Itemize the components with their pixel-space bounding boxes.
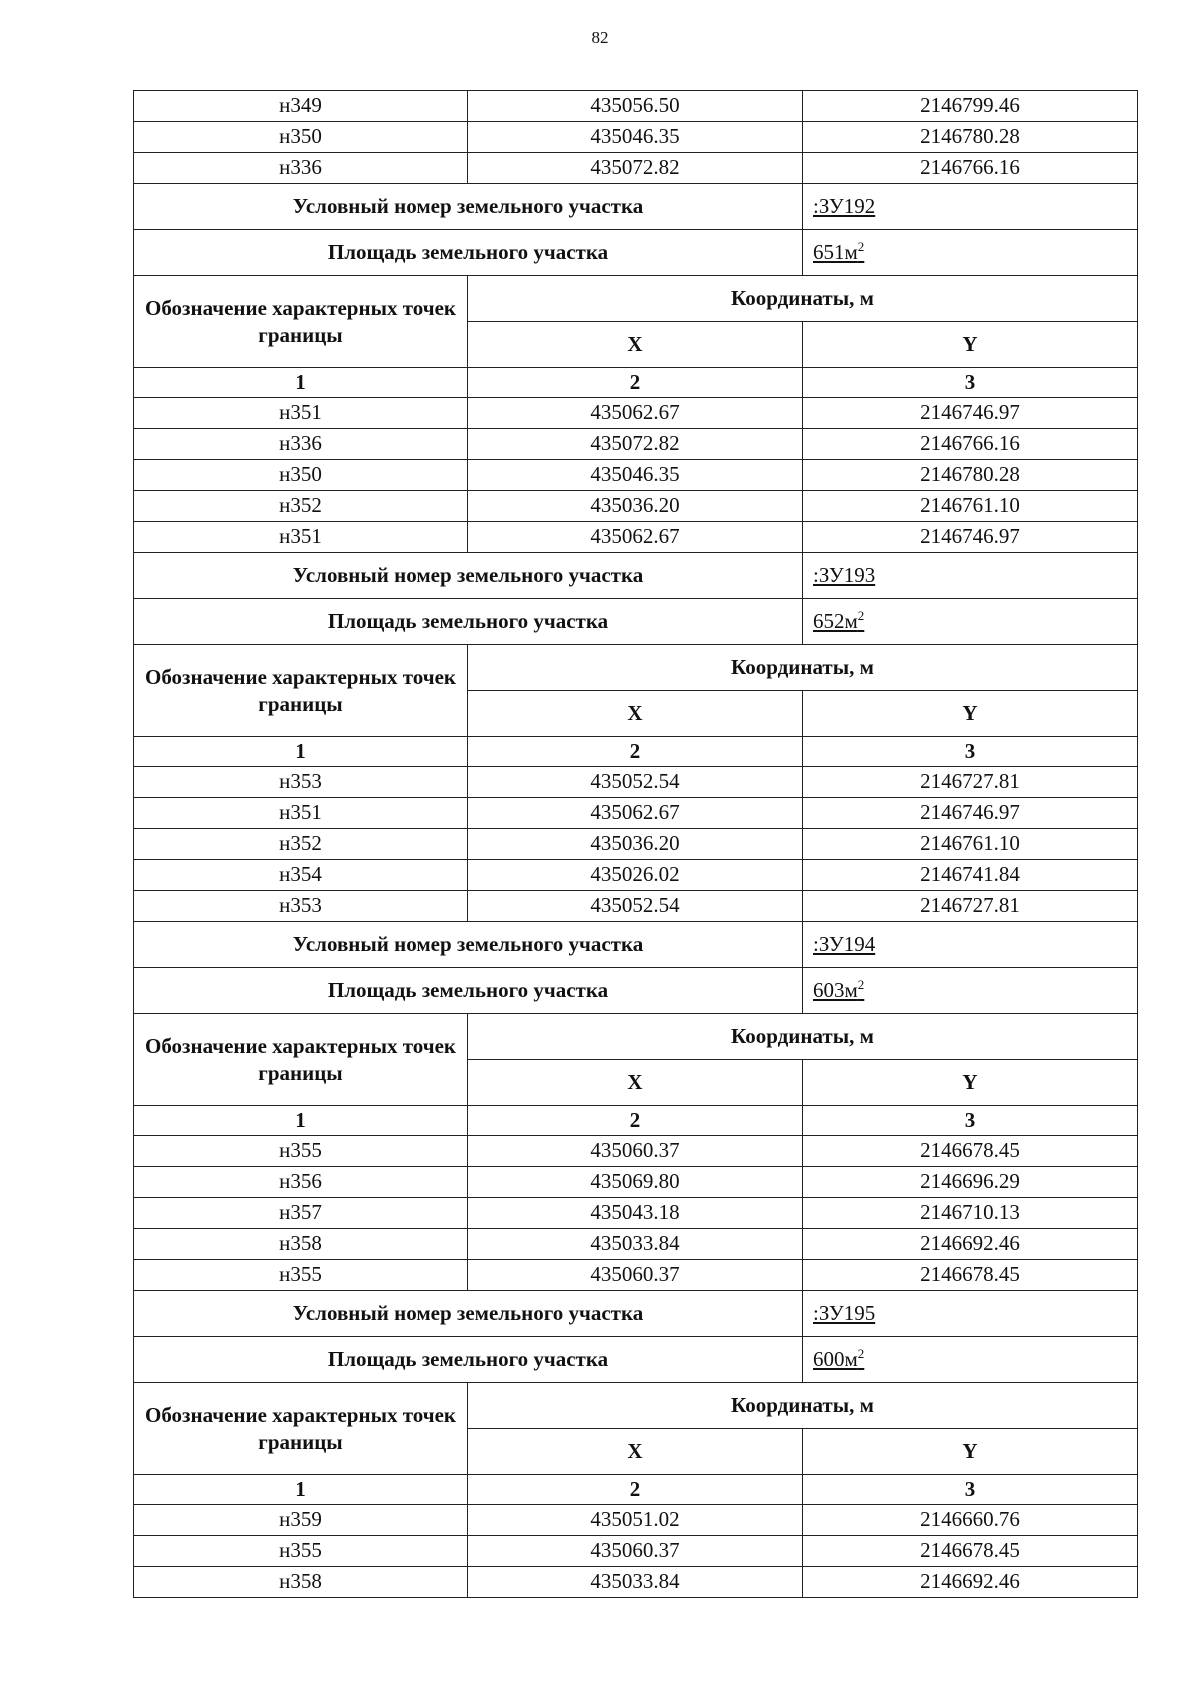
y-coordinate-cell: 2146766.16 (803, 429, 1138, 460)
parcel-number-row (134, 922, 1138, 968)
y-coordinate-cell: 2146678.45 (803, 1136, 1138, 1167)
point-cell: н357 (134, 1198, 468, 1229)
parcel-area-row (134, 230, 1138, 276)
x-coordinate-cell: 435072.82 (468, 429, 803, 460)
parcel-number-label: Условный номер земельного участка (134, 922, 803, 968)
parcel-number-value (803, 1291, 1138, 1337)
parcel-area-label: Площадь земельного участка (134, 230, 803, 276)
y-coordinate-cell: 2146710.13 (803, 1198, 1138, 1229)
parcel-number-text: :ЗУ193 (813, 562, 876, 587)
table-row (134, 1536, 1138, 1567)
y-axis-header: Y (803, 1429, 1138, 1475)
column-number-2: 2 (468, 368, 803, 398)
column-number-row (134, 1475, 1138, 1505)
column-number-row (134, 368, 1138, 398)
table-row (134, 1198, 1138, 1229)
table-row (134, 1567, 1138, 1598)
coordinates-header: Координаты, м (468, 645, 1138, 691)
y-coordinate-cell: 2146761.10 (803, 491, 1138, 522)
point-designation-header: Обозначение характерных точек границы (134, 1383, 468, 1475)
point-cell: н355 (134, 1536, 468, 1567)
coordinates-header-row (134, 645, 1138, 691)
y-coordinate-cell: 2146780.28 (803, 122, 1138, 153)
table-row (134, 429, 1138, 460)
table-row (134, 829, 1138, 860)
parcel-area-value (803, 968, 1138, 1014)
parcel-area-text (813, 609, 864, 633)
parcel-area-row (134, 1337, 1138, 1383)
x-coordinate-cell: 435036.20 (468, 491, 803, 522)
column-number-3: 3 (803, 1106, 1138, 1136)
parcel-area-number: 600 (813, 1347, 845, 1372)
table-row (134, 1229, 1138, 1260)
point-cell: н356 (134, 1167, 468, 1198)
x-axis-header: X (468, 1060, 803, 1106)
parcel-area-row (134, 968, 1138, 1014)
column-number-3: 3 (803, 1475, 1138, 1505)
x-coordinate-cell: 435062.67 (468, 522, 803, 553)
x-axis-header: X (468, 1429, 803, 1475)
parcel-number-row (134, 184, 1138, 230)
x-coordinate-cell: 435060.37 (468, 1260, 803, 1291)
x-coordinate-cell: 435026.02 (468, 860, 803, 891)
x-axis-header: X (468, 691, 803, 737)
y-coordinate-cell: 2146692.46 (803, 1567, 1138, 1598)
point-designation-header: Обозначение характерных точек границы (134, 645, 468, 737)
y-coordinate-cell: 2146727.81 (803, 767, 1138, 798)
x-coordinate-cell: 435062.67 (468, 398, 803, 429)
table-row (134, 1260, 1138, 1291)
column-number-2: 2 (468, 1106, 803, 1136)
parcel-number-value (803, 922, 1138, 968)
coordinates-header: Координаты, м (468, 276, 1138, 322)
point-cell: н358 (134, 1567, 468, 1598)
y-coordinate-cell: 2146780.28 (803, 460, 1138, 491)
parcel-number-label: Условный номер земельного участка (134, 1291, 803, 1337)
parcel-area-value (803, 230, 1138, 276)
point-cell: н336 (134, 153, 468, 184)
point-cell: н352 (134, 829, 468, 860)
parcel-area-row (134, 599, 1138, 645)
x-coordinate-cell: 435051.02 (468, 1505, 803, 1536)
parcel-area-exponent: 2 (857, 608, 865, 624)
coordinates-header-row (134, 276, 1138, 322)
x-coordinate-cell: 435056.50 (468, 91, 803, 122)
column-number-row (134, 737, 1138, 767)
point-cell: н349 (134, 91, 468, 122)
parcel-area-text (813, 1347, 864, 1371)
point-cell: н359 (134, 1505, 468, 1536)
coordinates-header: Координаты, м (468, 1383, 1138, 1429)
y-coordinate-cell: 2146766.16 (803, 153, 1138, 184)
parcel-number-row (134, 1291, 1138, 1337)
point-cell: н353 (134, 767, 468, 798)
point-cell: н350 (134, 122, 468, 153)
y-coordinate-cell: 2146741.84 (803, 860, 1138, 891)
point-cell: н355 (134, 1260, 468, 1291)
column-number-1: 1 (134, 1106, 468, 1136)
x-coordinate-cell: 435060.37 (468, 1536, 803, 1567)
parcel-area-label: Площадь земельного участка (134, 1337, 803, 1383)
table-row (134, 860, 1138, 891)
parcel-number-text: :ЗУ194 (813, 931, 876, 956)
parcel-area-exponent: 2 (857, 977, 865, 993)
column-number-2: 2 (468, 1475, 803, 1505)
point-designation-header: Обозначение характерных точек границы (134, 1014, 468, 1106)
y-coordinate-cell: 2146692.46 (803, 1229, 1138, 1260)
column-number-1: 1 (134, 737, 468, 767)
y-axis-header: Y (803, 691, 1138, 737)
point-cell: н351 (134, 798, 468, 829)
x-coordinate-cell: 435052.54 (468, 891, 803, 922)
y-coordinate-cell: 2146746.97 (803, 798, 1138, 829)
y-coordinate-cell: 2146746.97 (803, 398, 1138, 429)
table-row (134, 491, 1138, 522)
x-coordinate-cell: 435043.18 (468, 1198, 803, 1229)
table-row (134, 153, 1138, 184)
x-coordinate-cell: 435072.82 (468, 153, 803, 184)
table-row (134, 891, 1138, 922)
page-number: 82 (591, 28, 609, 47)
parcel-area-value (803, 1337, 1138, 1383)
table-row (134, 122, 1138, 153)
parcel-number-value (803, 184, 1138, 230)
column-number-2: 2 (468, 737, 803, 767)
y-coordinate-cell: 2146678.45 (803, 1260, 1138, 1291)
y-coordinate-cell: 2146761.10 (803, 829, 1138, 860)
point-cell: н351 (134, 398, 468, 429)
y-coordinate-cell: 2146746.97 (803, 522, 1138, 553)
x-coordinate-cell: 435033.84 (468, 1229, 803, 1260)
parcel-area-exponent: 2 (857, 1346, 865, 1362)
column-number-row (134, 1106, 1138, 1136)
parcel-area-unit: м (844, 978, 858, 1003)
x-coordinate-cell: 435033.84 (468, 1567, 803, 1598)
parcel-area-text (813, 978, 864, 1002)
parcel-number-row (134, 553, 1138, 599)
table-row (134, 767, 1138, 798)
x-coordinate-cell: 435062.67 (468, 798, 803, 829)
coordinates-table (133, 90, 1138, 1598)
point-cell: н336 (134, 429, 468, 460)
x-coordinate-cell: 435046.35 (468, 460, 803, 491)
x-coordinate-cell: 435046.35 (468, 122, 803, 153)
x-coordinate-cell: 435036.20 (468, 829, 803, 860)
x-axis-header: X (468, 322, 803, 368)
point-cell: н355 (134, 1136, 468, 1167)
parcel-area-number: 652 (813, 609, 845, 634)
coordinates-header: Координаты, м (468, 1014, 1138, 1060)
column-number-1: 1 (134, 368, 468, 398)
y-coordinate-cell: 2146799.46 (803, 91, 1138, 122)
table-row (134, 522, 1138, 553)
parcel-area-value (803, 599, 1138, 645)
parcel-area-number: 603 (813, 978, 845, 1003)
parcel-area-label: Площадь земельного участка (134, 968, 803, 1014)
y-coordinate-cell: 2146660.76 (803, 1505, 1138, 1536)
parcel-area-number: 651 (813, 240, 845, 265)
x-coordinate-cell: 435069.80 (468, 1167, 803, 1198)
parcel-area-unit: м (844, 1347, 858, 1372)
parcel-area-exponent: 2 (857, 239, 865, 255)
point-cell: н353 (134, 891, 468, 922)
table-row (134, 460, 1138, 491)
parcel-area-text (813, 240, 864, 264)
x-coordinate-cell: 435052.54 (468, 767, 803, 798)
column-number-1: 1 (134, 1475, 468, 1505)
y-coordinate-cell: 2146727.81 (803, 891, 1138, 922)
parcel-number-label: Условный номер земельного участка (134, 184, 803, 230)
parcel-number-label: Условный номер земельного участка (134, 553, 803, 599)
point-cell: н350 (134, 460, 468, 491)
parcel-number-text: :ЗУ195 (813, 1300, 876, 1325)
point-cell: н351 (134, 522, 468, 553)
y-axis-header: Y (803, 322, 1138, 368)
table-row (134, 798, 1138, 829)
point-designation-header: Обозначение характерных точек границы (134, 276, 468, 368)
column-number-3: 3 (803, 368, 1138, 398)
table-row (134, 1505, 1138, 1536)
parcel-area-label: Площадь земельного участка (134, 599, 803, 645)
y-axis-header: Y (803, 1060, 1138, 1106)
parcel-number-value (803, 553, 1138, 599)
point-cell: н354 (134, 860, 468, 891)
table-row (134, 1136, 1138, 1167)
x-coordinate-cell: 435060.37 (468, 1136, 803, 1167)
point-cell: н358 (134, 1229, 468, 1260)
parcel-area-unit: м (844, 609, 858, 634)
table-row (134, 398, 1138, 429)
parcel-number-text: :ЗУ192 (813, 193, 876, 218)
coordinates-header-row (134, 1014, 1138, 1060)
coordinates-table-body (134, 91, 1138, 1598)
point-cell: н352 (134, 491, 468, 522)
column-number-3: 3 (803, 737, 1138, 767)
coordinates-header-row (134, 1383, 1138, 1429)
parcel-area-unit: м (844, 240, 858, 265)
table-row (134, 91, 1138, 122)
table-row (134, 1167, 1138, 1198)
y-coordinate-cell: 2146678.45 (803, 1536, 1138, 1567)
y-coordinate-cell: 2146696.29 (803, 1167, 1138, 1198)
